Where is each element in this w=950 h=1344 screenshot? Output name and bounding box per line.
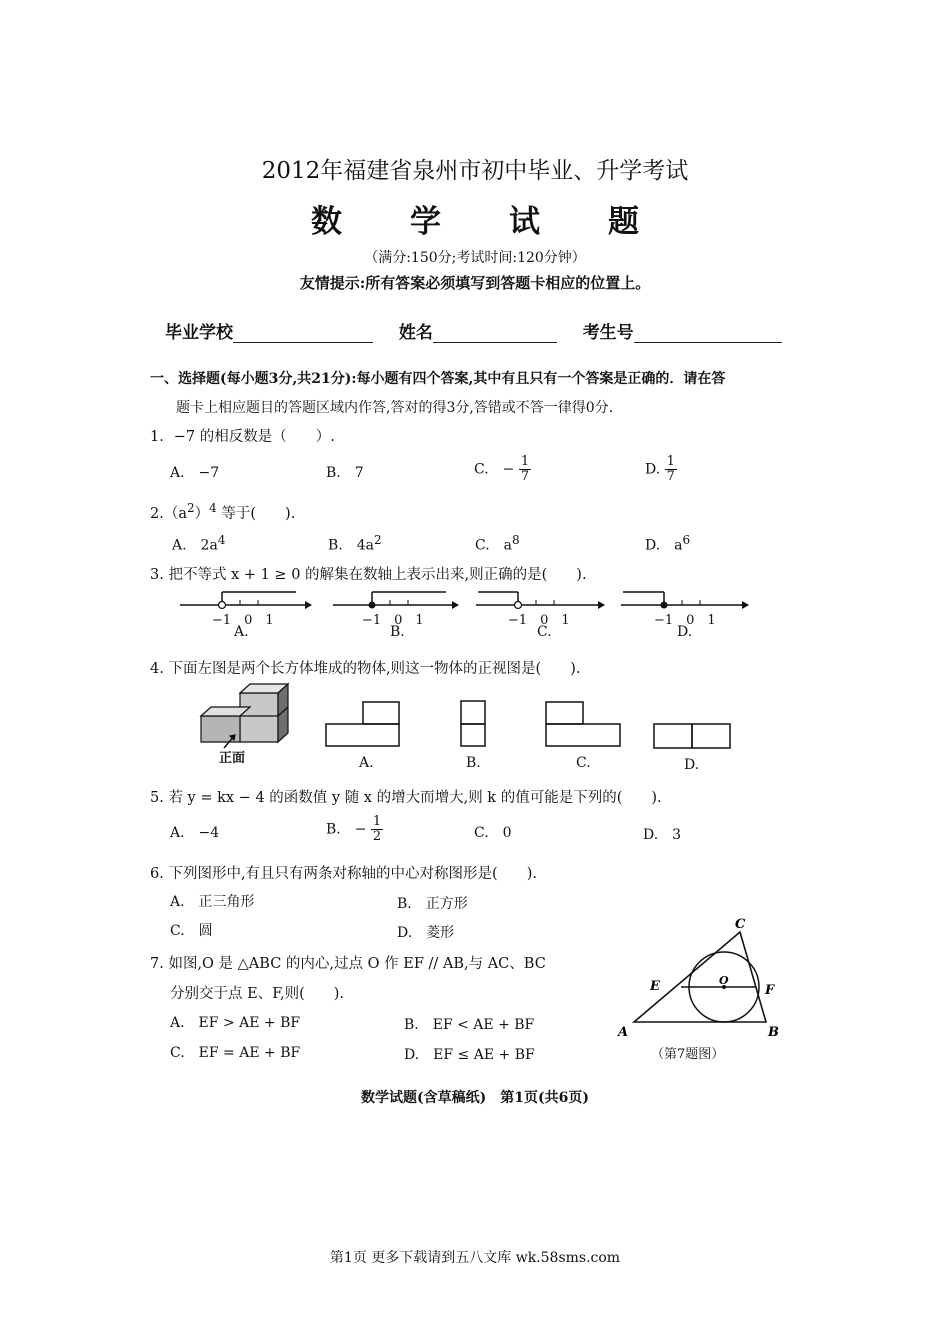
q2-option-d-text: D. a	[645, 537, 683, 554]
q6-stem: 6. 下列图形中,有且只有两条对称轴的中心对称图形是( ).	[150, 866, 537, 882]
q2-stem-part: ）	[194, 505, 210, 522]
q6-option-a: A. 正三角形	[170, 894, 255, 910]
exam-tip: 友情提示:所有答案必须填写到答题卡相应的位置上。	[299, 274, 651, 292]
q6-option-c: C. 圆	[170, 923, 213, 939]
q7-label-f: F	[765, 983, 775, 998]
exam-meta: （满分:150分;考试时间:120分钟）	[364, 250, 586, 266]
q4-front-label: 正面	[219, 751, 246, 766]
q2-option-a-exponent: 4	[217, 533, 226, 547]
fraction-denominator: 7	[520, 469, 530, 484]
q5-option-b-label: B. −	[326, 821, 367, 838]
q7-option-a: A. EF > AE + BF	[170, 1015, 301, 1031]
q3-option-c: C.	[537, 624, 552, 640]
q7-label-c: C	[735, 917, 746, 932]
q2-exponent: 2	[186, 501, 195, 515]
q1-option-a: A. −7	[170, 465, 220, 481]
q3-ticks-d: −1 0 1	[654, 613, 716, 628]
subject-char: 试	[509, 204, 540, 240]
q5-option-d: D. 3	[643, 827, 682, 843]
q7-option-d: D. EF ≤ AE + BF	[404, 1047, 535, 1063]
q4-stem: 4. 下面左图是两个长方体堆成的物体,则这一物体的正视图是( ).	[150, 661, 581, 677]
fraction-numerator: 1	[372, 814, 382, 829]
q5-option-c: C. 0	[474, 825, 512, 841]
q7-label-e: E	[650, 979, 660, 994]
q2-option-d-exponent: 6	[682, 533, 691, 547]
q2-option-b-exponent: 2	[374, 533, 382, 547]
section1-line1: 一、选择题(每小题3分,共21分):每小题有四个答案,其中有且只有一个答案是正确的．请在答	[150, 371, 726, 387]
q3-ticks-b: −1 0 1	[362, 613, 424, 628]
q7-triangle	[634, 932, 766, 1022]
q3-option-b: B.	[390, 624, 405, 640]
site-footer: 第1页 更多下载请到五八文库 wk.58sms.com	[329, 1250, 621, 1266]
q3-option-d: D.	[677, 624, 693, 640]
q1-option-c-label: C. −	[474, 461, 515, 478]
q1-option-b: B. 7	[326, 465, 364, 481]
q4-option-d: D.	[684, 757, 700, 773]
q1-option-d-label: D.	[645, 461, 661, 478]
q4-option-a: A.	[359, 755, 374, 771]
subject-char: 数	[311, 204, 342, 240]
section1-line2: 题卡上相应题目的答题区域内作答,答对的得3分,答错或不答一律得0分．	[176, 400, 623, 416]
q2-stem-part: 2.（a	[150, 505, 187, 522]
exam-title: 2012年福建省泉州市初中毕业、升学考试	[261, 158, 689, 184]
q7-figure-caption: （第7题图）	[651, 1047, 725, 1062]
q7-label-a: A	[618, 1025, 629, 1040]
q6-option-b: B. 正方形	[397, 896, 468, 912]
q2-exponent: 4	[209, 501, 217, 515]
page-info-footer: 数学试题(含草稿纸) 第1页(共6页)	[361, 1090, 589, 1106]
fraction-denominator: 2	[372, 829, 382, 844]
q3-option-a: A.	[234, 624, 249, 640]
fraction-numerator: 1	[520, 454, 530, 469]
q4-option-c: C.	[576, 755, 591, 771]
q7-label-o: O	[719, 974, 729, 987]
q1-stem: 1．−7 的相反数是（ ）.	[150, 429, 335, 445]
subject-char: 题	[608, 204, 639, 240]
exam-no-label: 考生号	[582, 323, 634, 343]
q2-option-b-text: B. 4a	[328, 537, 374, 554]
q7-stem-line1: 7. 如图,O 是 △ABC 的内心,过点 O 作 EF // AB,与 AC、BC	[150, 956, 546, 972]
q7-stem-line2: 分别交于点 E、F,则( ).	[170, 986, 345, 1002]
q3-ticks-a: −1 0 1	[212, 613, 274, 628]
q3-ticks-c: −1 0 1	[508, 613, 570, 628]
q7-option-c: C. EF = AE + BF	[170, 1045, 301, 1061]
fraction-denominator: 7	[666, 469, 675, 484]
q2-option-c-exponent: 8	[512, 533, 520, 547]
name-label: 姓名	[398, 323, 433, 343]
q5-option-a: A. −4	[170, 825, 220, 841]
q3-stem: 3. 把不等式 x + 1 ≥ 0 的解集在数轴上表示出来,则正确的是( ).	[150, 567, 587, 583]
q7-option-b: B. EF < AE + BF	[404, 1017, 535, 1033]
q4-option-b: B.	[466, 755, 481, 771]
fraction-numerator: 1	[666, 454, 675, 469]
q2-option-c-text: C. a	[475, 537, 513, 554]
q6-option-d: D. 菱形	[397, 925, 455, 941]
school-label: 毕业学校	[165, 323, 233, 343]
q2-option-a-text: A. 2a	[172, 537, 218, 554]
q7-label-b: B	[768, 1025, 779, 1040]
subject-char: 学	[410, 204, 441, 240]
q5-stem: 5. 若 y = kx − 4 的函数值 y 随 x 的增大而增大,则 k 的值可能是下列的( ).	[150, 790, 662, 806]
q2-stem-part: 等于( ).	[216, 505, 296, 522]
